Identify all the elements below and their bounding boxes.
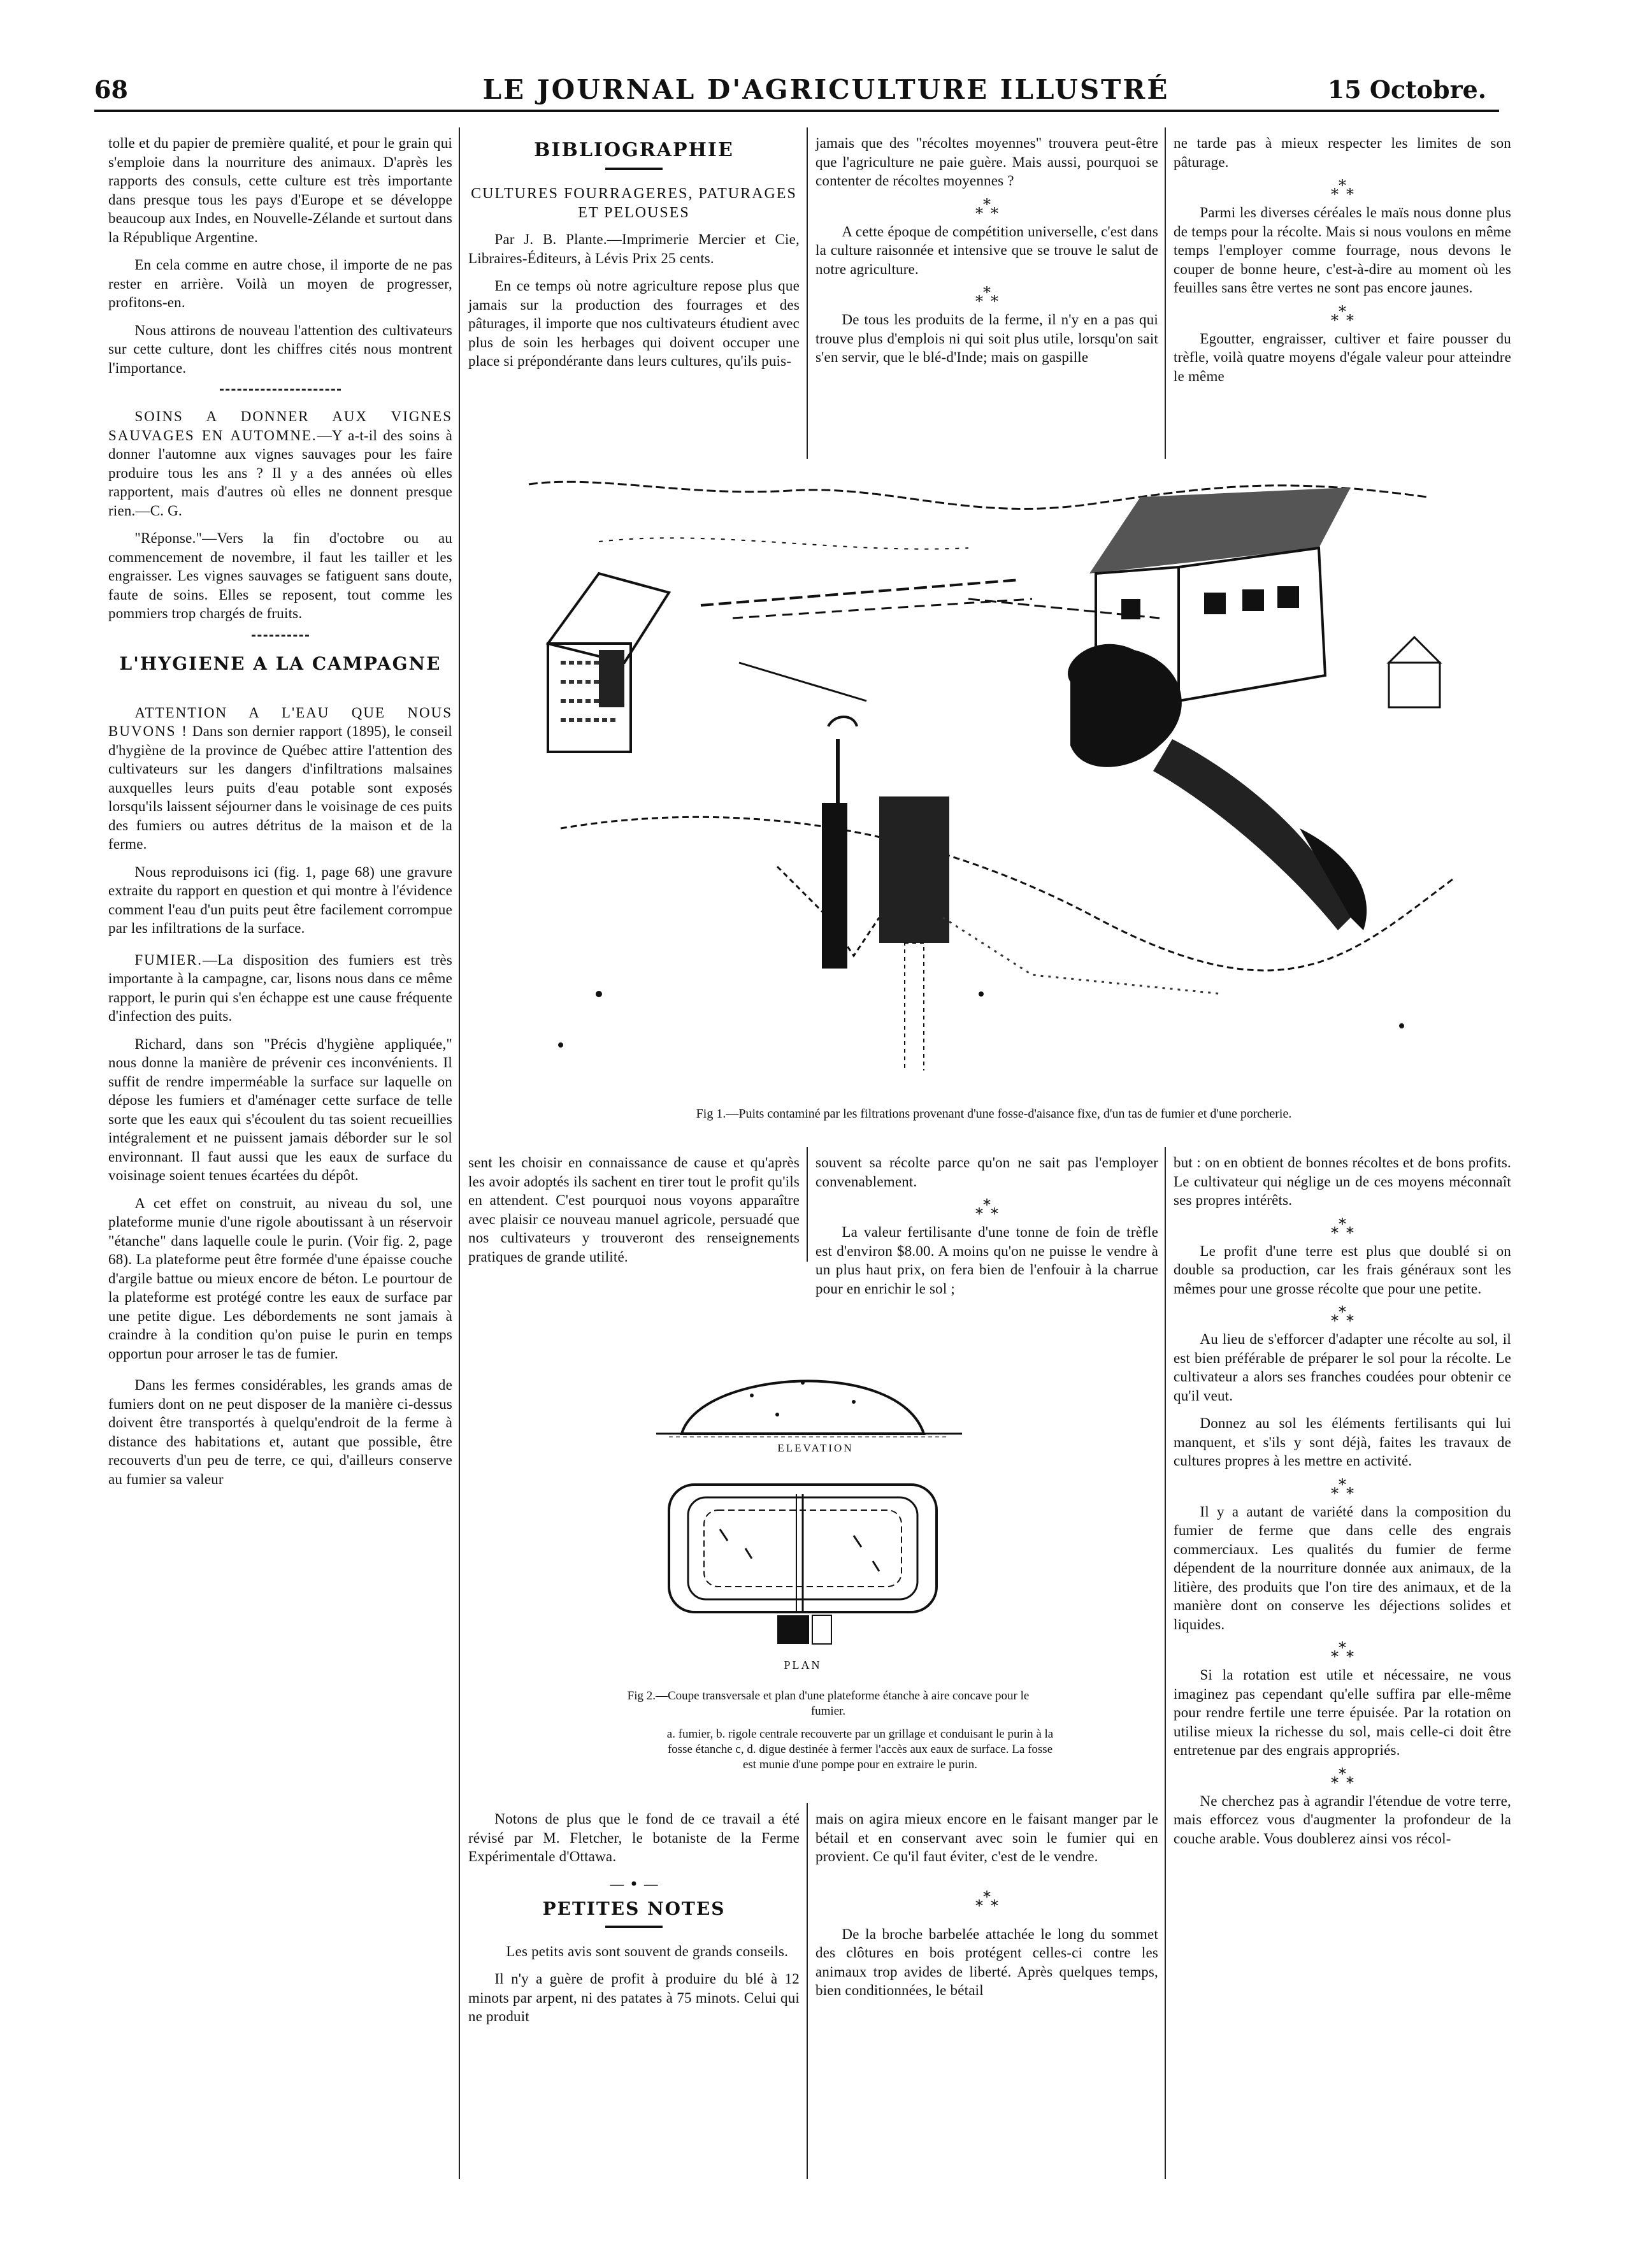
stars-divider: *** — [1331, 302, 1354, 329]
paragraph: Dans les fermes considérables, les grands amas de fumiers dont on ne peut disposer de la manière ci-dessus doivent être transportés à quelqu'endroit de la ferme à distance des habitations et, autant que possible, être recouverts d'un peu de terre, ce qui, d'ailleurs conserve au fumier sa valeur — [108, 1377, 452, 1487]
column-2-top — [468, 134, 800, 380]
short-rule — [605, 1926, 663, 1928]
plan-label: PLAN — [784, 1659, 822, 1671]
paragraph: A cet effet on construit, au niveau du sol, une plateforme munie d'une rigole aboutissant à un réservoir "étanche" dans laquelle coule le purin. (Voir fig. 2, page 68). La plateforme peut être formée d'une épaisse couche d'argile battue ou mieux encore de béton. Le pourtour de la plateforme est protégé contre les eaux de surface par une petite digue. Les débordements ne sont jamais à craindre à la condition qu'on puise le purin en temps opportun pour arroser le tas de fumier. — [108, 1195, 452, 1362]
stars-divider: *** — [1331, 1214, 1354, 1242]
paragraph: Notons de plus que le fond de ce travail a été révisé par M. Fletcher, le botaniste de la Ferme Expérimentale d'Ottawa. — [468, 1811, 800, 1864]
vignes-text: —Y a-t-il des soins à donner l'automne aux vignes sauvages pour les faire produire tous les ans ? Il y a des années où elles rapportent, mais d'autres où elles ne donnent presque rien.—C. G. — [108, 427, 452, 519]
paragraph: En cela comme en autre chose, il importe de ne pas rester en arrière. Voilà un moyen de progresser, profitons-en. — [108, 257, 452, 310]
column-4-lower — [1174, 1153, 1511, 1857]
stars-divider: *** — [975, 195, 998, 222]
section-title-petites-notes: PETITES NOTES — [542, 1898, 726, 1919]
column-divider — [807, 1147, 808, 1262]
stars-divider: *** — [1331, 177, 1354, 203]
column-2-middle — [468, 1153, 800, 1275]
elevation-label: ELEVATION — [777, 1442, 854, 1454]
paragraph: jamais que des "récoltes moyennes" trouvera peut-être que l'agriculture ne paie guère. Mais aussi, pourquoi se contenter de récoltes moyennes ? — [815, 135, 1158, 189]
fumier-text: —La disposition des fumiers est très importante à la campagne, car, lisons nous dans ce même rapport, le purin qui s'en échappe est une cause fréquente d'infection des puits. — [108, 951, 452, 1024]
column-1 — [108, 134, 452, 1497]
paragraph: Il n'y a guère de profit à produire du blé à 12 minots par arpent, ni des patates à 75 minots. Celui qui ne produit — [468, 1971, 800, 2024]
column-2-bottom — [468, 1810, 800, 2035]
column-divider — [1165, 127, 1166, 459]
stars-divider: *** — [1331, 1639, 1354, 1666]
paragraph: Richard, dans son "Précis d'hygiène appliquée," nous donne la manière de prévenir ces inconvénients. Il suffit de rendre imperméable la surface sur laquelle on dépose les fumiers et d'aménager cette surface de telle sorte que les eaux qui s'écoulent du tas soient recueillies intégralement et ne puissent jamais déborder sur le sol environnant. Il faut aussi que les eaux de surface du voisinage soient tenues écartées du dépôt. — [108, 1035, 452, 1183]
paragraph: De tous les produits de la ferme, il n'y en a pas qui trouve plus d'emplois ni qui soit plus utile, lorsqu'on sait s'en servir, que le blé-d'Inde; mais on gaspille — [815, 312, 1158, 365]
paragraph: mais on agira mieux encore en le faisant manger par le bétail et en conservant avec soin le fumier qui en provient. Ce qu'il faut éviter, c'est de le vendre. — [815, 1811, 1158, 1864]
figure-2-legend: a. fumier, b. rigole centrale recouverte par un grillage et conduisant le purin à la fosse étanche c, d. digue destinée à fermer l'accès aux eaux de surface. La fosse est munie d'une pompe pour en extraire le purin. — [666, 1727, 1054, 1771]
paragraph: De la broche barbelée attachée le long du sommet des clôtures en bois protégent celles-ci contre les animaux trop avides de liberté. Après quelques temps, bien conditionnées, le bétail — [815, 1926, 1158, 1998]
paragraph: Nous attirons de nouveau l'attention des cultivateurs sur cette culture, dont les chiffres cités nous montrent l'importance. — [108, 322, 452, 376]
vignes-lead: SOINS A DONNER AUX VIGNES SAUVAGES EN AUTOMNE. — [108, 408, 452, 443]
paragraph: Parmi les diverses céréales le maïs nous donne plus de temps pour la récolte. Mais si nous voulons en même temps l'employer comme fourrage, nous devons le couper de bonne heure, c'est-à-dire au moment où les feuilles sans être vertes ne sont pas encore jaunes. — [1174, 205, 1511, 296]
stars-divider: *** — [975, 1887, 998, 1915]
vignes-paragraph — [108, 407, 452, 520]
stars-divider: *** — [1331, 1475, 1354, 1502]
separator-ornament: — • — — [609, 1875, 659, 1893]
column-divider — [807, 127, 808, 459]
paragraph: Ne cherchez pas à agrandir l'étendue de votre terre, mais efforcez vous d'augmenter la profondeur de la couche arable. Vous doublerez ainsi vos récol- — [1174, 1792, 1511, 1847]
book-imprint: Par J. B. Plante.—Imprimerie Mercier et Cie, Libraires-Éditeurs, à Lévis Prix 25 cents. — [468, 231, 800, 266]
fumier-lead: FUMIER. — [134, 951, 203, 968]
figure-1-well-illustration — [522, 472, 1465, 1070]
separator — [252, 635, 309, 637]
eau-text: Dans son dernier rapport (1895), le conseil d'hygiène de la province de Québec attire l'attention des cultivateurs sur les dangers d'infiltrations malsaines auxquelles leurs puits d'eau potable sont exposés lorsqu'ils laissent séjourner dans le voisinage de ces puits des fumiers ou autres détritus de la maison et de la ferme. — [108, 723, 452, 852]
column-3-middle — [815, 1153, 1158, 1307]
paragraph: sent les choisir en connaissance de cause et qu'après les avoir adoptés ils sachent en tirer tout le profit qu'ils en attendent. C'est pourquoi nous voyons apparaître avec plaisir ce nouveau manuel agricole, persuadé que nos cultivateurs y trouveront des renseignements pratiques de grande utilité. — [468, 1155, 800, 1265]
paragraph: but : on en obtient de bonnes récoltes et de bons profits. Le cultivateur qui néglige un de ces moyens méconnaît ses propres intérêts. — [1174, 1155, 1511, 1208]
paragraph: La valeur fertilisante d'une tonne de foin de trèfle est d'environ $8.00. A moins qu'on ne puisse le vendre à un plus haut prix, on fera bien de l'enfouir à la charrue pour en enrichir le sol ; — [815, 1224, 1158, 1297]
stars-divider: *** — [975, 284, 998, 310]
paragraph: Donnez au sol les éléments fertilisants qui lui manquent, et s'ils y sont déjà, faites les travaux de cultures propres à les mettre en activité. — [1174, 1415, 1511, 1469]
paragraph: A cette époque de compétition universelle, c'est dans la culture raisonnée et intensive que se trouve le salut de notre agriculture. — [815, 223, 1158, 277]
paragraph: Le profit d'une terre est plus que doublé si on double sa production, car les frais généraux sont les mêmes pour une grosse récolte que pour une petite. — [1174, 1243, 1511, 1297]
figure-2-platform-drawing — [643, 1357, 975, 1689]
header-rule — [94, 110, 1499, 112]
short-rule — [605, 168, 663, 170]
section-title-hygiene: L'HYGIENE A LA CAMPAGNE — [119, 652, 442, 674]
figure-1-caption: Fig 1.—Puits contaminé par les filtrations provenant d'une fosse-d'aisance fixe, d'un tas de fumier et d'une porcherie. — [696, 1107, 1292, 1121]
figure-2-caption: Fig 2.—Coupe transversale et plan d'une plateforme étanche à aire concave pour le fumier. — [627, 1689, 1030, 1718]
paragraph: En ce temps où notre agriculture repose plus que jamais sur la production des fourrages et des pâturages, il importe que nos cultivateurs étudient avec plus de soin les herbages qui doivent occuper une place si prépondérante dans leurs cultures, qu'ils puis- — [468, 278, 800, 369]
paragraph: Egoutter, engraisser, cultiver et faire pousser du trèfle, voilà quatre moyens d'égale valeur pour atteindre le même — [1174, 330, 1511, 384]
petites-notes-intro: Les petits avis sont souvent de grands conseils. — [506, 1943, 789, 1959]
eau-paragraph — [108, 703, 452, 854]
paragraph: Nous reproduisons ici (fig. 1, page 68) une gravure extraite du rapport en question et qui montre à l'évidence comment l'eau d'un puits peut être facilement corrompue par les infiltrations de la surface. — [108, 863, 452, 936]
issue-date: 15 Octobre. — [1327, 75, 1486, 104]
separator — [220, 389, 341, 391]
paragraph: Au lieu de s'efforcer d'adapter une récolte au sol, il est bien préférable de préparer le sol pour la récolte. Le cultivateur a alors ses franches coudées pour obtenir ce qu'il veut. — [1174, 1331, 1511, 1404]
column-3-top — [815, 134, 1158, 376]
paragraph: Si la rotation est utile et nécessaire, ne vous imaginez pas cependant qu'elle suffira par elle-même pour rendre fertile une terre épuisée. Par la rotation on utilise mieux la richesse du sol, mais celle-ci doit être entretenue par des engrais appropriés. — [1174, 1667, 1511, 1758]
stars-divider: *** — [1331, 1303, 1354, 1330]
column-3-bottom — [815, 1810, 1158, 2009]
column-divider — [459, 127, 460, 2179]
journal-title: LE JOURNAL D'AGRICULTURE ILLUSTRÉ — [482, 74, 1170, 105]
paragraph: ne tarde pas à mieux respecter les limites de son pâturage. — [1174, 135, 1511, 170]
paragraph: tolle et du papier de première qualité, et pour le grain qui s'emploie dans la nourriture des animaux. D'après les rapports des consuls, cette culture est très importante dans presque tous les pays d'Europe et se développe beaucoup aux Indes, en Nouvelle-Zélande et surtout dans la République Argentine. — [108, 135, 452, 245]
column-divider — [1165, 1147, 1166, 2179]
paragraph: "Réponse."—Vers la fin d'octobre ou au commencement de novembre, il faut les tailler et les engraisser. Les vignes sauvages se fatiguent sans doute, faute de soins. Elles se reposent, tout comme les pommiers trop chargés de fruits. — [108, 530, 452, 621]
paragraph: Il y a autant de variété dans la composition du fumier de ferme que dans celle des engrais commerciaux. Les qualités du fumier de ferme dépendent de la nourriture donnée aux animaux, de la litière, des produits que l'on tire des animaux, et de la manière dont on conserve les déjections solides et liquides. — [1174, 1503, 1511, 1632]
page-number: 68 — [94, 75, 128, 104]
stars-divider: *** — [1331, 1764, 1354, 1792]
eau-lead: ATTENTION A L'EAU QUE NOUS BUVONS ! — [108, 704, 452, 739]
fumier-paragraph — [108, 951, 452, 1026]
paragraph: souvent sa récolte parce qu'on ne sait pas l'employer convenablement. — [815, 1155, 1158, 1190]
stars-divider: *** — [975, 1196, 998, 1223]
column-4-top — [1174, 134, 1511, 394]
column-divider — [807, 1803, 808, 2179]
book-title: CULTURES FOURRAGERES, PATURAGES ET PELOUSES — [471, 185, 797, 221]
section-title-bibliographie: BIBLIOGRAPHIE — [534, 139, 734, 161]
